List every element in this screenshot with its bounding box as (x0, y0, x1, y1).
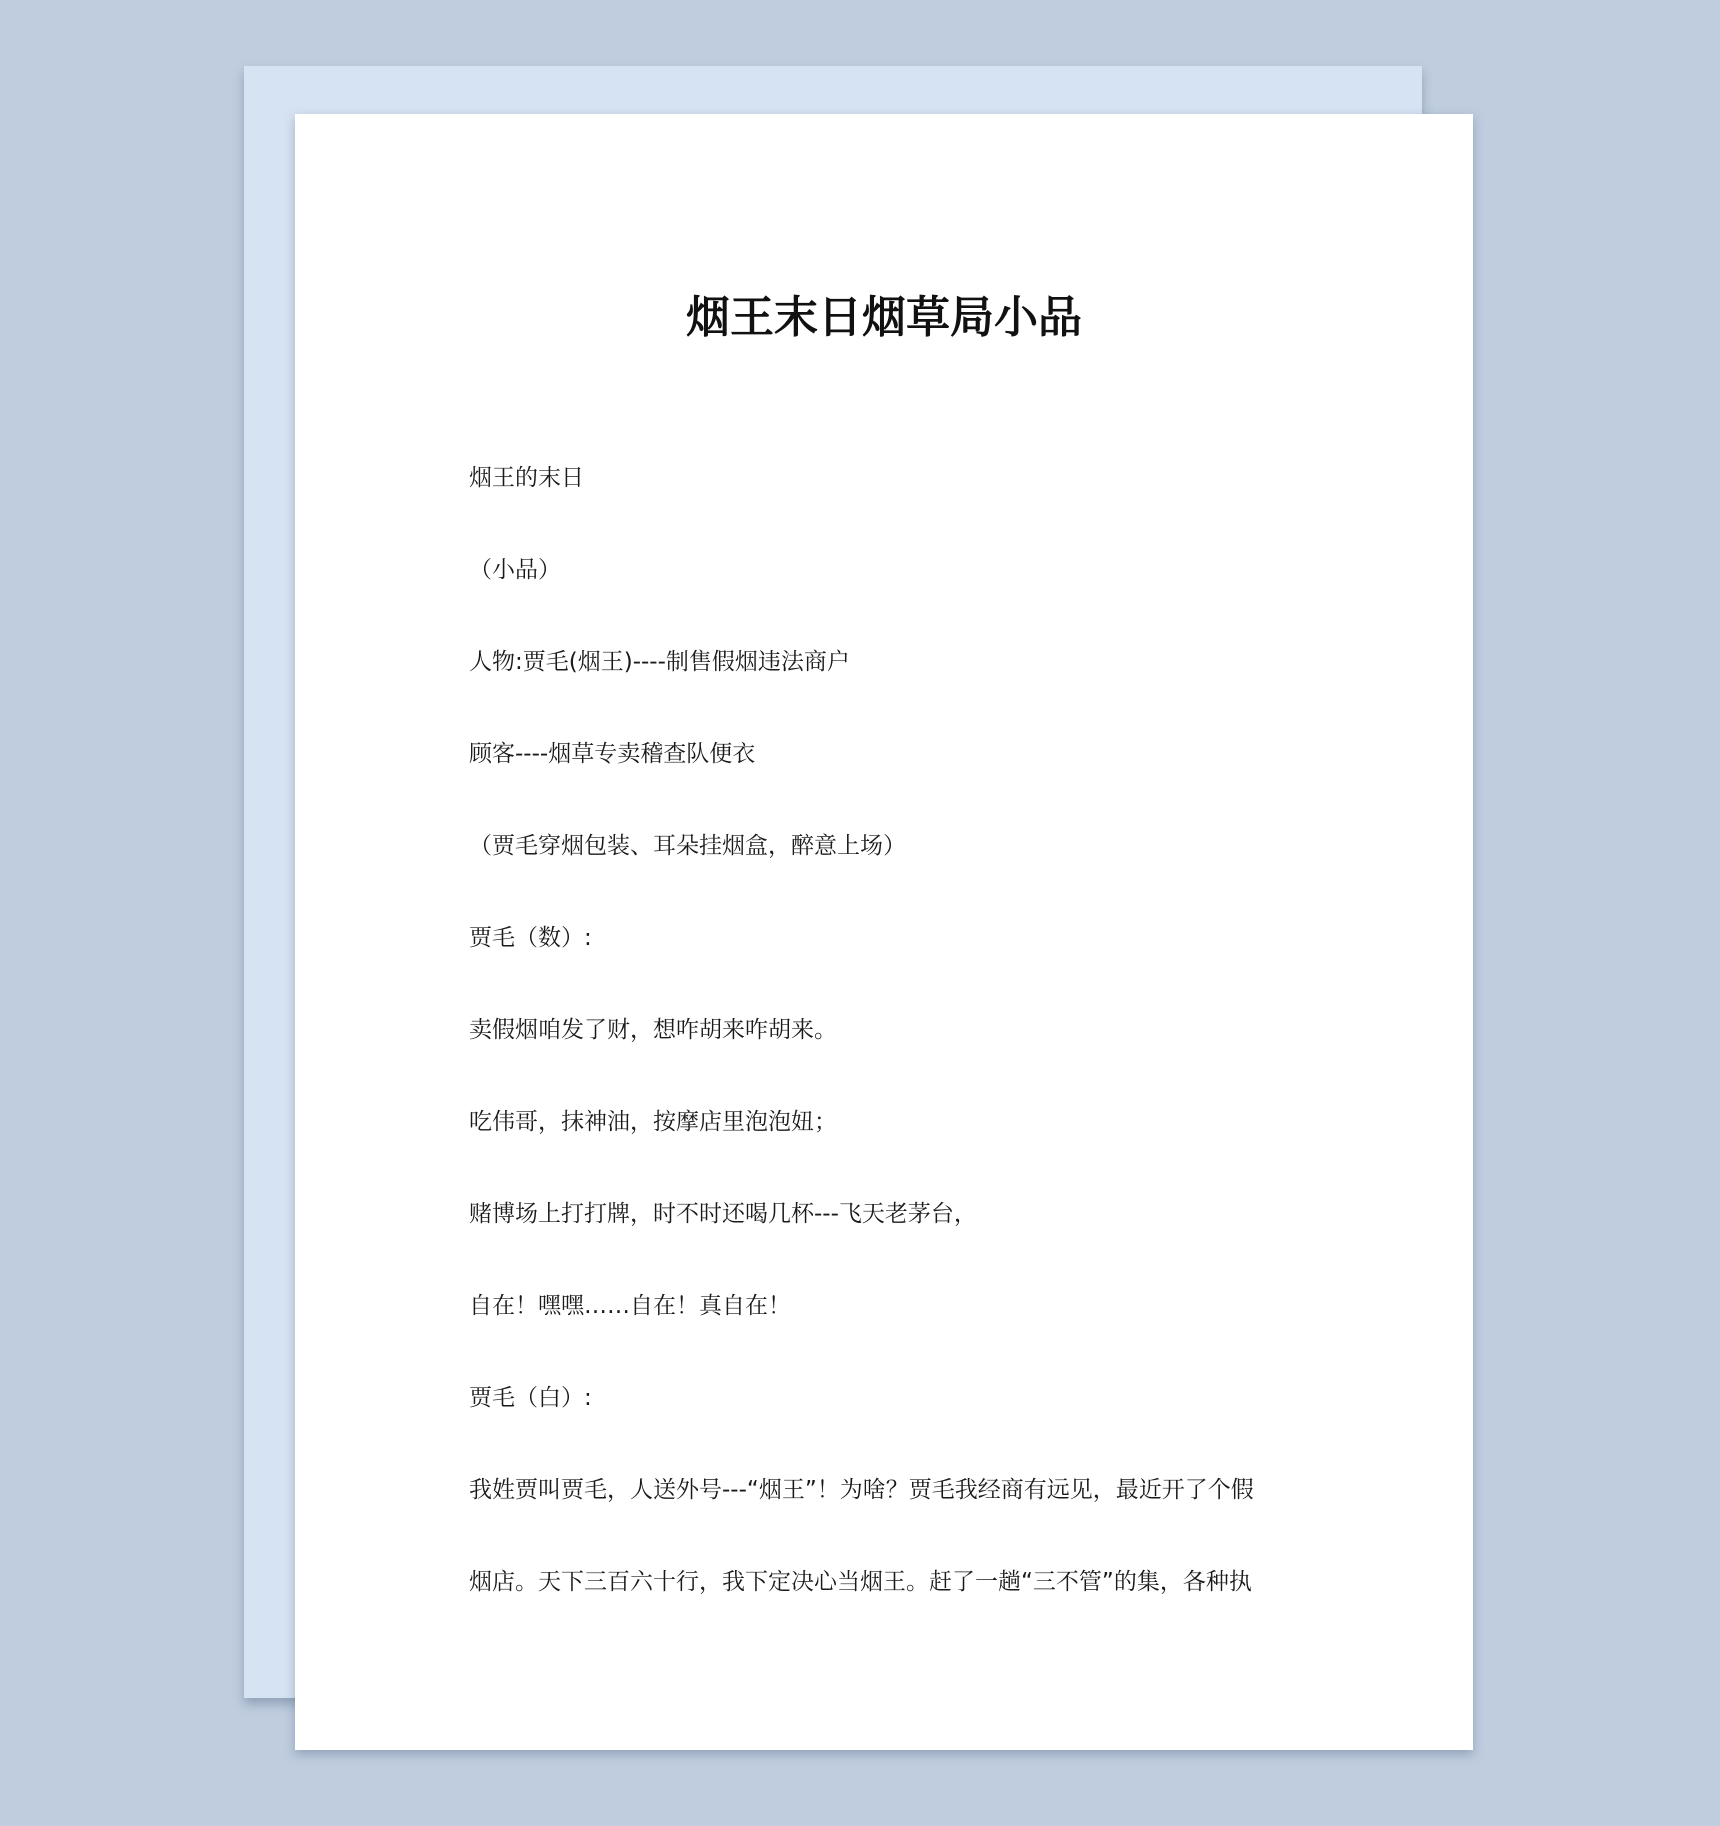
text-line: 吃伟哥，抹神油，按摩店里泡泡妞； (469, 1109, 837, 1135)
text-line: 顾客----烟草专卖稽查队便衣 (469, 741, 756, 767)
text-line: 贾毛（白）: (469, 1385, 592, 1411)
document-title: 烟王末日烟草局小品 (686, 292, 1082, 343)
text-line: 自在！嘿嘿……自在！真自在！ (469, 1293, 791, 1319)
text-line: 烟店。天下三百六十行，我下定决心当烟王。赶了一趟“三不管”的集，各种执 (469, 1569, 1252, 1595)
text-line: （小品） (469, 557, 561, 583)
text-line: 我姓贾叫贾毛，人送外号---“烟王”！为啥？贾毛我经商有远见，最近开了个假 (469, 1477, 1254, 1503)
text-line: 赌博场上打打牌，时不时还喝几杯---飞天老茅台， (469, 1201, 977, 1227)
text-line: 卖假烟咱发了财，想咋胡来咋胡来。 (469, 1017, 837, 1043)
text-line: 人物:贾毛(烟王)----制售假烟违法商户 (469, 649, 850, 675)
document-body (469, 432, 1309, 1628)
text-line: 贾毛（数）: (469, 925, 592, 951)
document-page (295, 114, 1473, 1750)
text-line: 烟王的末日 (469, 465, 584, 491)
text-line: （贾毛穿烟包装、耳朵挂烟盒，醉意上场） (469, 833, 906, 859)
